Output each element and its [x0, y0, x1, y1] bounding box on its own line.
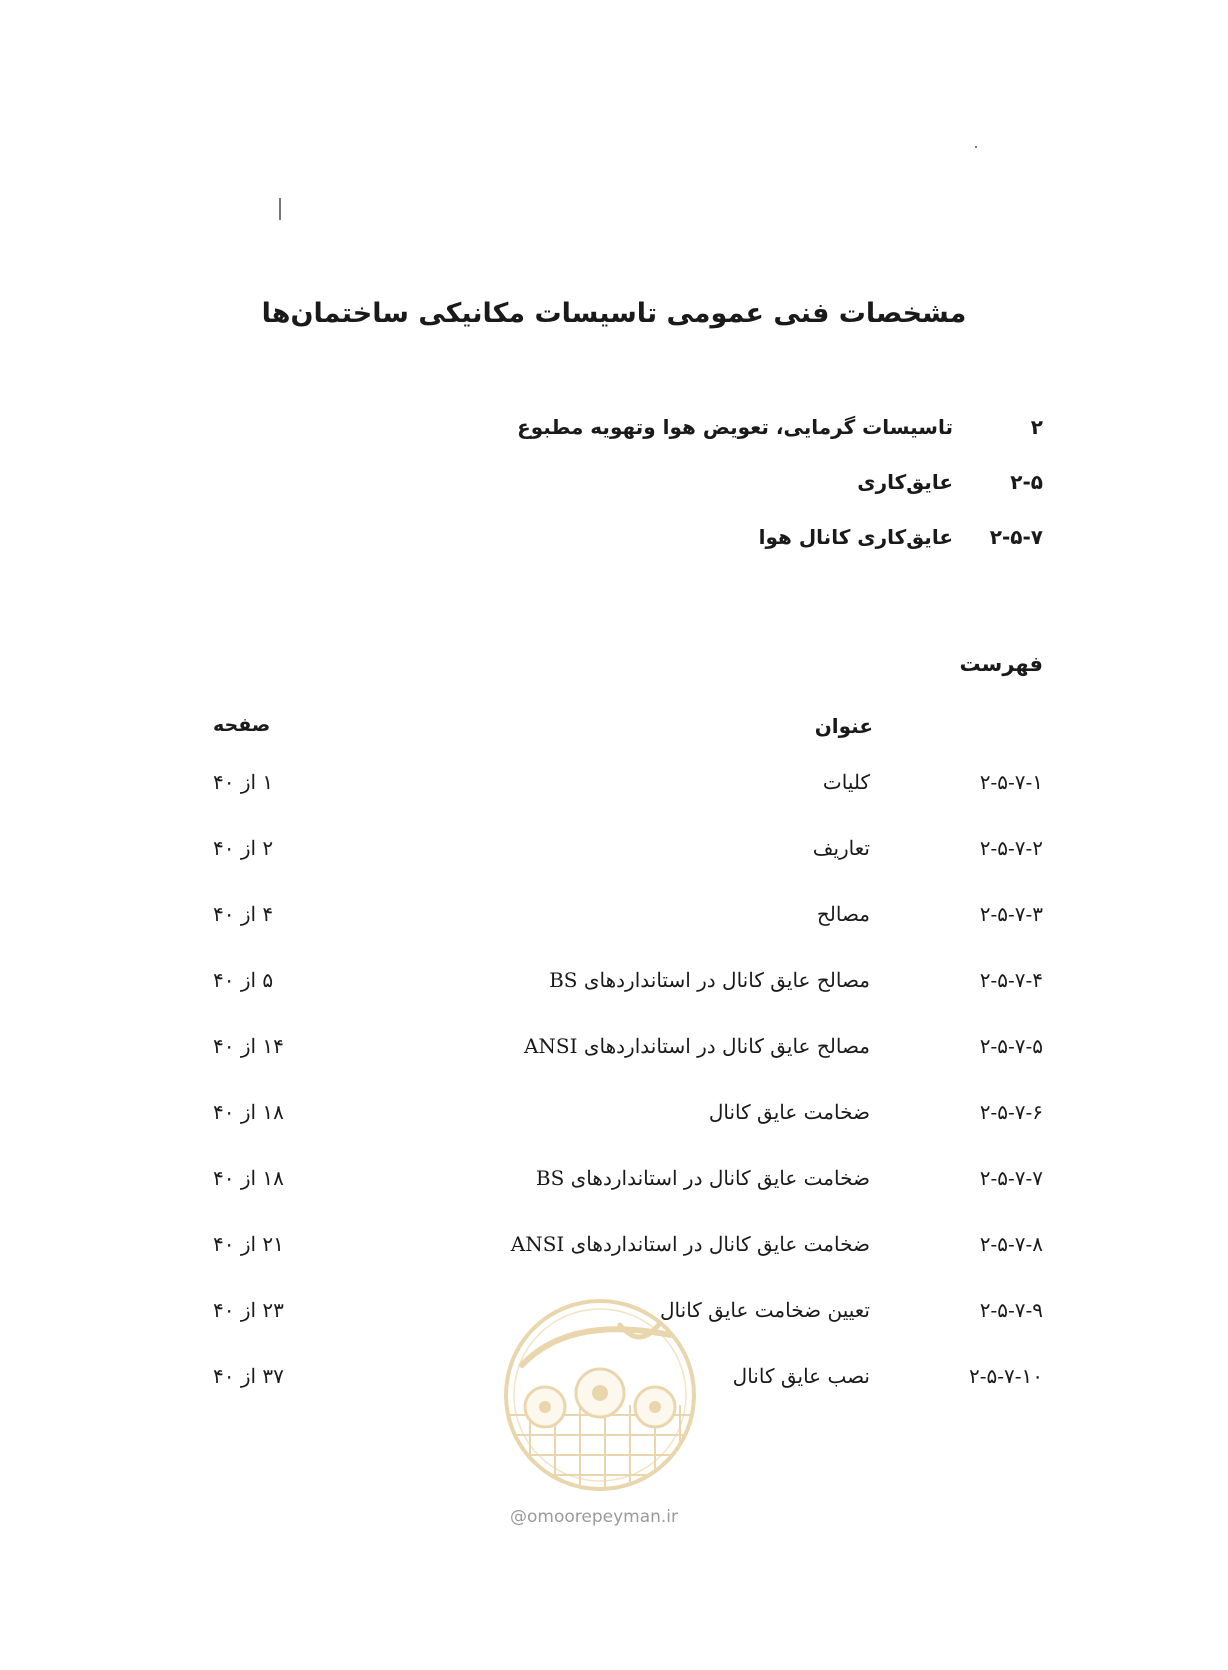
toc-row-code: ۲-۵-۷-۳ [979, 902, 1043, 926]
toc-row-page: ۴ از ۴۰ [213, 902, 274, 926]
heading-number: ۲ [1030, 415, 1043, 439]
heading-text: عایق‌کاری کانال هوا [758, 525, 953, 549]
toc-row[interactable] [0, 1166, 1228, 1202]
toc-row[interactable] [0, 1034, 1228, 1070]
toc-row-page: ۵ از ۴۰ [213, 968, 274, 992]
heading-level-2 [343, 470, 1043, 504]
toc-row-code: ۲-۵-۷-۷ [979, 1166, 1043, 1190]
toc-title-header: عنوان [814, 714, 873, 738]
toc-row[interactable] [0, 968, 1228, 1004]
heading-text: عایق‌کاری [857, 470, 953, 494]
toc-row-page: ۳۷ از ۴۰ [213, 1364, 284, 1388]
toc-row-title: ضخامت عایق کانال [708, 1100, 870, 1124]
heading-level-3 [343, 525, 1043, 559]
toc-row-page: ۱ از ۴۰ [213, 770, 274, 794]
toc-page-header: صفحه [213, 714, 271, 736]
toc-row-title: مصالح عایق کانال در استانداردهای BS [549, 968, 870, 992]
toc-row-page: ۲۳ از ۴۰ [213, 1298, 284, 1322]
toc-row-page: ۱۴ از ۴۰ [213, 1034, 284, 1058]
watermark-url: @omoorepeyman.ir [510, 1507, 679, 1527]
toc-row-page: ۲۱ از ۴۰ [213, 1232, 284, 1256]
toc-row-title: تعاریف [812, 836, 870, 860]
toc-row-title: مصالح [816, 902, 870, 926]
toc-row-page: ۱۸ از ۴۰ [213, 1100, 284, 1124]
heading-level-1 [343, 415, 1043, 449]
toc-label: فهرست [959, 652, 1043, 676]
watermark-logo-icon [500, 1295, 700, 1500]
scan-speck [279, 198, 281, 220]
scan-speck [975, 146, 977, 148]
toc-row[interactable] [0, 1100, 1228, 1136]
toc-row-code: ۲-۵-۷-۶ [979, 1100, 1043, 1124]
heading-text: تاسیسات گرمایی، تعویض هوا وتهویه مطبوع [517, 415, 953, 439]
toc-row-code: ۲-۵-۷-۹ [979, 1298, 1043, 1322]
toc-row[interactable] [0, 836, 1228, 872]
toc-row-code: ۲-۵-۷-۸ [979, 1232, 1043, 1256]
toc-row-title: کلیات [822, 770, 870, 794]
toc-row-title: ضخامت عایق کانال در استانداردهای ANSI [510, 1232, 870, 1256]
toc-row-code: ۲-۵-۷-۱ [979, 770, 1043, 794]
toc-row[interactable] [0, 902, 1228, 938]
heading-number: ۲-۵-۷ [989, 525, 1043, 549]
toc-row-title: نصب عایق کانال [732, 1364, 870, 1388]
document-title: مشخصات فنی عمومی تاسیسات مکانیکی ساختمان‌ها [261, 298, 967, 329]
toc-row-code: ۲-۵-۷-۲ [979, 836, 1043, 860]
toc-row-title: تعیین ضخامت عایق کانال [660, 1298, 870, 1322]
toc-row-title: مصالح عایق کانال در استانداردهای ANSI [523, 1034, 870, 1058]
heading-number: ۲-۵ [1010, 470, 1043, 494]
toc-row-code: ۲-۵-۷-۱۰ [969, 1364, 1043, 1388]
toc-row-code: ۲-۵-۷-۵ [979, 1034, 1043, 1058]
toc-row[interactable] [0, 770, 1228, 806]
toc-row-title: ضخامت عایق کانال در استانداردهای BS [535, 1166, 870, 1190]
toc-row-page: ۱۸ از ۴۰ [213, 1166, 284, 1190]
toc-row-code: ۲-۵-۷-۴ [979, 968, 1043, 992]
toc-row-page: ۲ از ۴۰ [213, 836, 274, 860]
toc-row[interactable] [0, 1232, 1228, 1268]
